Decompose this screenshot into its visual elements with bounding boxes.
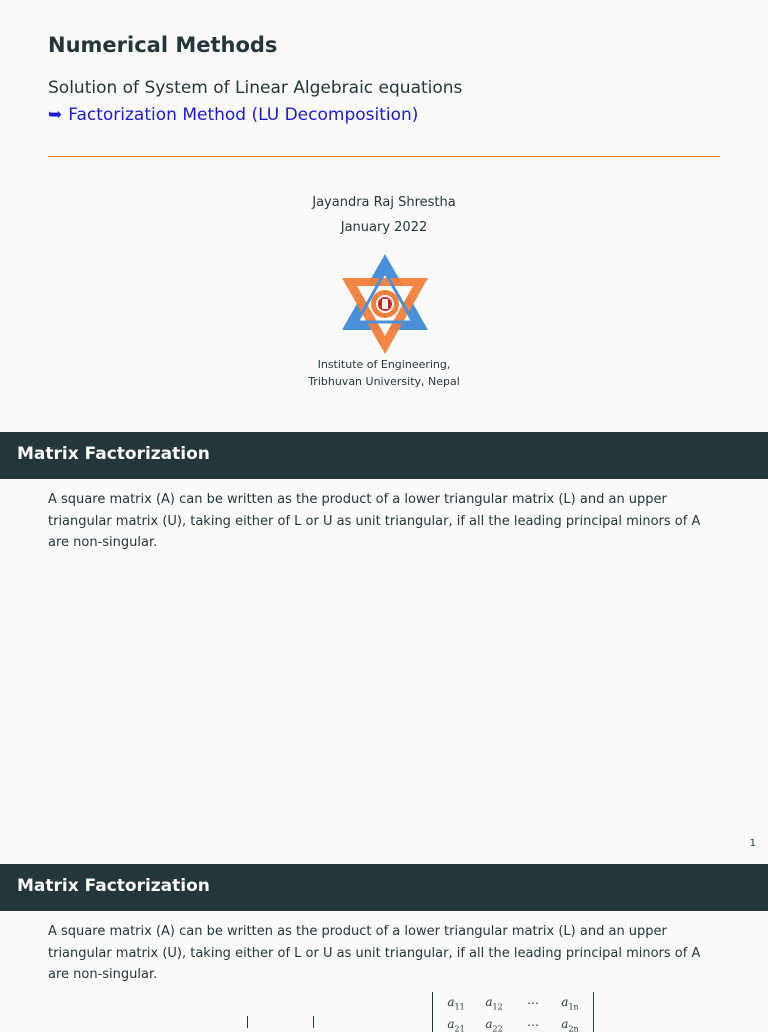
subtitle: Solution of System of Linear Algebraic equations [48,78,463,98]
matrix-cell: $a_{12}$ [485,994,503,1012]
matrix-cell: ⋯ [526,996,538,1010]
page-title: Numerical Methods [48,33,278,57]
presentation-date: January 2022 [340,220,428,235]
matrix-cell: ⋯ [526,1018,538,1032]
matrix-cell: $a_{22}$ [485,1016,503,1032]
matrix-cell: $a_{21}$ [447,1016,465,1032]
matrix-cell: $a_{1n}$ [561,994,579,1012]
matrix-a [432,992,594,1032]
frame-title-bar [0,864,768,911]
tribhuvan-university-logo-icon [340,252,430,356]
subtitle-method [48,105,418,125]
institute-line-1: Institute of Engineering, [317,358,451,371]
slide-paragraph: A square matrix (A) can be written as the product of a lower triangular matrix (L) and an upper triangular matrix (U), taking either of L or U as unit triangular, if all the leading principal minors of A are non-singular. [48,924,701,982]
matrix-row [437,1014,589,1032]
matrix-cell: $a_{2n}$ [561,1016,579,1032]
matrix-bracket-left [247,1016,248,1028]
frame-title-bar [0,432,768,479]
slide-paragraph: A square matrix (A) can be written as the product of a lower triangular matrix (L) and an upper triangular matrix (U), taking either of L or U as unit triangular, if all the leading principal minors of A are non-singular. [48,492,701,550]
matrix-row [437,992,589,1014]
title-divider [48,156,720,157]
matrix-bracket-right [313,1016,314,1028]
institute-line-2: Tribhuvan University, Nepal [308,375,460,388]
title-slide [0,0,768,432]
frame-title: Matrix Factorization [17,876,210,896]
arrow-icon: ➥ [48,105,63,125]
author-name: Jayandra Raj Shrestha [312,195,456,210]
page-number: 1 [749,838,756,849]
frame-title: Matrix Factorization [17,444,210,464]
subtitle-method-text: Factorization Method (LU Decomposition) [68,105,419,125]
matrix-cell: $a_{11}$ [447,994,465,1012]
